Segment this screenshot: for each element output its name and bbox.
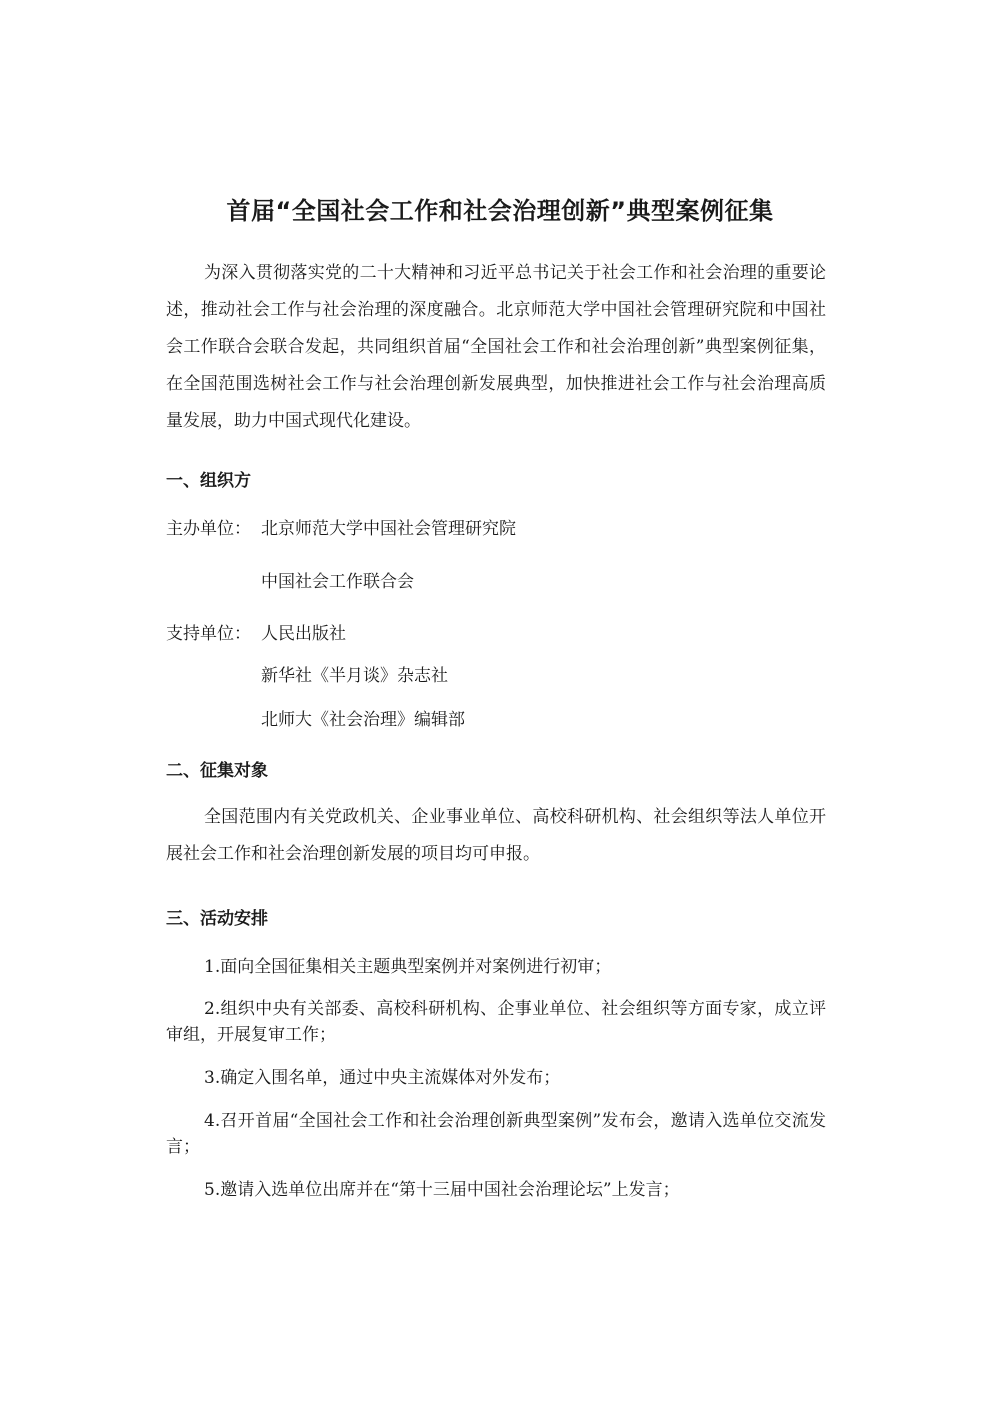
- support-org-2: 新华社《半月谈》杂志社: [261, 666, 448, 686]
- activity-item-3: 3.确定入围名单，通过中央主流媒体对外发布；: [204, 1068, 561, 1088]
- activity-item-2: 2.组织中央有关部委、高校科研机构、企事业单位、社会组织等方面专家，成立评审组，开展复审工作；: [166, 999, 826, 1045]
- activity-item-1: 1.面向全国征集相关主题典型案例并对案例进行初审；: [204, 957, 612, 977]
- section-2-paragraph: 全国范围内有关党政机关、企业事业单位、高校科研机构、社会组织等法人单位开展社会工作和社会治理创新发展的项目均可申报。: [166, 807, 826, 864]
- section-2-heading: 二、征集对象: [166, 761, 268, 781]
- activity-item-4: 4.召开首届“全国社会工作和社会治理创新典型案例”发布会，邀请入选单位交流发言；: [166, 1111, 826, 1157]
- host-org-1: 北京师范大学中国社会管理研究院: [261, 519, 516, 539]
- section-1-heading: 一、组织方: [166, 471, 251, 491]
- host-label: 主办单位：: [166, 519, 251, 539]
- section-3-heading: 三、活动安排: [166, 909, 268, 929]
- support-org-1: 人民出版社: [261, 624, 346, 644]
- support-org-3: 北师大《社会治理》编辑部: [261, 710, 465, 730]
- support-label: 支持单位：: [166, 624, 251, 644]
- intro-paragraph: 为深入贯彻落实党的二十大精神和习近平总书记关于社会工作和社会治理的重要论述，推动社会工作与社会治理的深度融合。北京师范大学中国社会管理研究院和中国社会工作联合会联合发起，共同组织首届“全国社会工作和社会治理创新”典型案例征集，在全国范围选树社会工作与社会治理创新发展典型，加快推进社会工作与社会治理高质量发展，助力中国式现代化建设。: [166, 263, 826, 431]
- document-title: 首届“全国社会工作和社会治理创新”典型案例征集: [226, 197, 774, 225]
- host-org-2: 中国社会工作联合会: [261, 572, 414, 592]
- activity-item-5: 5.邀请入选单位出席并在“第十三届中国社会治理论坛”上发言；: [204, 1180, 680, 1200]
